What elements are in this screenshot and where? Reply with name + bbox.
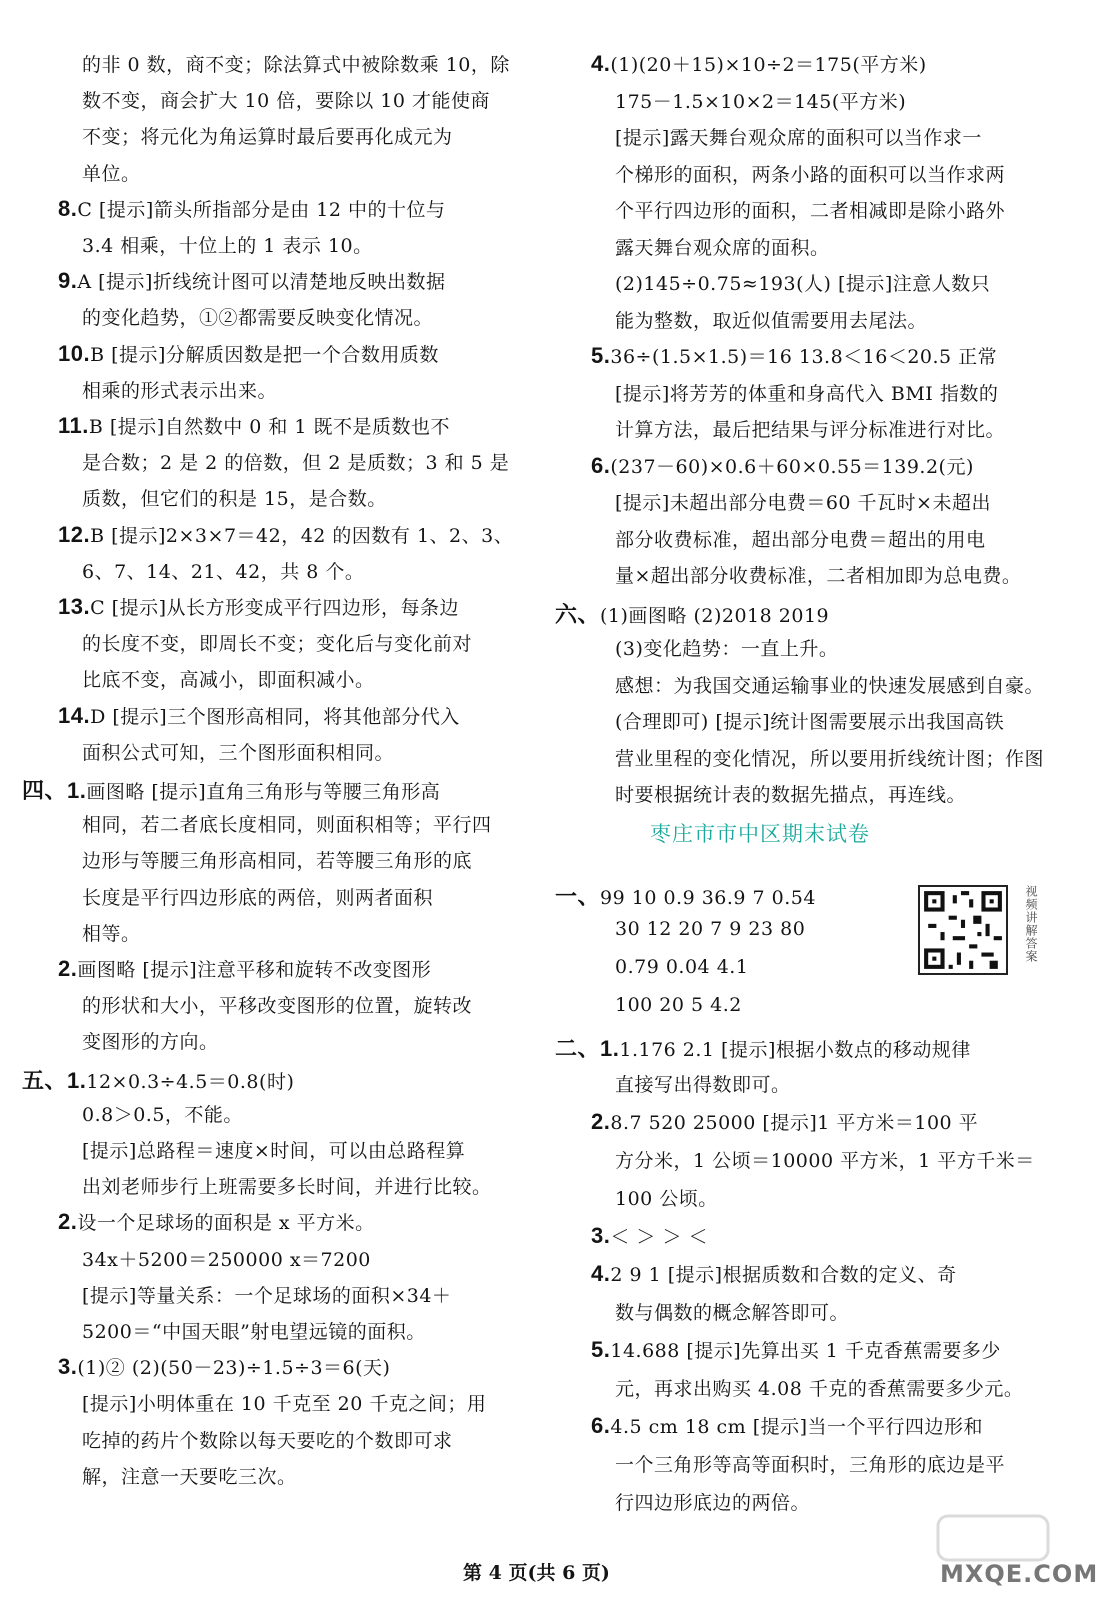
- answer-text: 的长度不变，即周长不变；变化后与变化前对: [82, 633, 473, 656]
- answer-line: [82, 159, 141, 186]
- answer-text: 相乘的形式表示出来。: [82, 379, 278, 402]
- answer-text: 个梯形的面积，两条小路的面积可以当作求两: [615, 163, 1006, 186]
- answer-line: [591, 50, 927, 77]
- question-number: 六、: [555, 601, 601, 627]
- answer-line: [82, 1462, 297, 1489]
- question-number: 6.: [591, 1413, 611, 1438]
- answer-text: 直接写出得数即可。: [615, 1074, 791, 1096]
- question-number: 8.: [58, 195, 78, 221]
- answer-text: B [提示]分解质因数是把一个合数用质数: [90, 343, 439, 366]
- answer-line: [82, 86, 490, 113]
- answer-line: [591, 1222, 708, 1249]
- answer-text: 12×0.3÷4.5＝0.8(时): [86, 1070, 295, 1093]
- answer-line: [58, 702, 460, 729]
- answer-line: [58, 195, 446, 222]
- answer-line: [555, 598, 829, 629]
- page-footer: 第 4 页(共 6 页): [463, 1562, 610, 1584]
- answer-line: [615, 671, 1044, 698]
- answer-text: 14.688 [提示]先算出买 1 千克香蕉需要多少: [610, 1340, 1001, 1362]
- answer-line: [615, 1450, 1005, 1477]
- answer-text: 设一个足球场的面积是 x 平方米。: [77, 1212, 375, 1235]
- answer-text: 个平行四边形的面积，二者相减即是除小路外: [615, 200, 1006, 222]
- answer-line: [615, 306, 927, 333]
- question-number: 一、: [555, 884, 601, 909]
- question-number: 13.: [58, 594, 91, 619]
- answer-text: 计算方法，最后把结果与评分标准进行对比。: [615, 419, 1006, 441]
- question-number: 4.: [591, 51, 611, 76]
- question-number: 9.: [58, 268, 78, 294]
- section-title: 枣庄市市中区期末试卷: [650, 822, 870, 846]
- answer-text: 感想：为我国交通运输事业的快速发展感到自豪。: [615, 674, 1045, 697]
- answer-text: ＜ ＞ ＞ ＜: [610, 1226, 708, 1248]
- answer-line: [615, 918, 805, 940]
- answer-line: [82, 738, 394, 765]
- answer-text: 的形状和大小，平移改变图形的位置，旋转改: [82, 995, 473, 1018]
- question-number: 14.: [58, 702, 91, 728]
- answer-text: 时要根据统计表的数据先描点，再连线。: [615, 784, 967, 806]
- answer-text: 量×超出部分收费标准，二者相加即为总电费。: [615, 565, 1022, 587]
- answer-line: [82, 810, 492, 837]
- question-number: 5.: [591, 343, 611, 368]
- answer-line: [615, 1374, 1023, 1401]
- answer-text: 6、7、14、21、42，共 8 个。: [82, 560, 365, 583]
- question-number: 6.: [591, 452, 611, 478]
- answer-text: 部分收费标准，超出部分电费＝超出的用电: [615, 528, 986, 551]
- answer-text: (1)画图略 (2)2018 2019: [600, 604, 830, 627]
- answer-text: 99 10 0.9 36.9 7 0.54: [600, 887, 816, 909]
- answer-text: D [提示]三个图形高相同，将其他部分代入: [90, 705, 460, 728]
- answer-line: [82, 846, 472, 873]
- answer-line: [82, 1136, 465, 1163]
- answer-text: (合理即可) [提示]统计图需要展示出我国高铁: [615, 711, 1005, 733]
- answer-text: [提示]总路程＝速度×时间，可以由总路程算: [82, 1140, 466, 1162]
- answer-text: 数与偶数的概念解答即可。: [615, 1302, 850, 1324]
- answer-line: [82, 1317, 426, 1344]
- answer-line: [615, 233, 830, 260]
- answer-line: [615, 488, 991, 515]
- answer-text: 的变化趋势，①②都需要反映变化情况。: [82, 307, 434, 330]
- answer-line: [615, 1184, 718, 1211]
- answer-text: 长度是平行四边形底的两倍，则两者面积: [82, 886, 434, 909]
- answer-line: [615, 561, 1021, 588]
- question-number: 2.: [591, 1109, 611, 1134]
- answer-line: [615, 1070, 791, 1097]
- answer-text: (3)变化趋势：一直上升。: [615, 638, 839, 660]
- answer-line: [82, 484, 387, 511]
- qr-label: 视频讲解答案: [1024, 885, 1038, 963]
- answer-line: [82, 1100, 243, 1127]
- answer-text: 3.4 相乘，十位上的 1 表示 10。: [82, 235, 373, 257]
- answer-text: 方分米，1 公顷＝10000 平方米，1 平方千米＝: [615, 1150, 1035, 1172]
- answer-text: 175－1.5×10×2＝145(平方米): [615, 90, 907, 113]
- answer-text: 边形与等腰三角形高相同，若等腰三角形的底: [82, 850, 473, 873]
- answer-line: [615, 379, 998, 406]
- answer-line: [82, 1281, 451, 1308]
- answer-line: [82, 1245, 371, 1272]
- answer-line: [22, 1064, 294, 1095]
- answer-text: 营业里程的变化情况，所以要用折线统计图；作图: [615, 747, 1045, 770]
- answer-line: [82, 1172, 492, 1199]
- answer-line: [615, 269, 990, 296]
- answer-text: 行四边形底边的两倍。: [615, 1492, 811, 1514]
- answer-line: [82, 991, 472, 1018]
- answer-text: C [提示]箭头所指部分是由 12 中的十位与: [77, 198, 446, 221]
- answer-line: [591, 1260, 957, 1287]
- answer-text: [提示]小明体重在 10 千克至 20 千克之间；用: [82, 1393, 487, 1416]
- answer-text: B [提示]2×3×7＝42，42 的因数有 1、2、3、: [90, 524, 514, 547]
- answer-line: [58, 1208, 375, 1235]
- answer-text: 吃掉的药片个数除以每天要吃的个数即可求: [82, 1429, 453, 1452]
- answer-line: [615, 956, 748, 978]
- answer-text: 5200＝“中国天眼”射电望远镜的面积。: [82, 1321, 426, 1343]
- answer-line: [615, 634, 838, 661]
- answer-line: [591, 1412, 983, 1439]
- answer-text: A [提示]折线统计图可以清楚地反映出数据: [77, 271, 446, 294]
- answer-line: [615, 994, 742, 1016]
- answer-text: 相等。: [82, 922, 141, 945]
- answer-line: [58, 412, 450, 439]
- answer-text: 8.7 520 25000 [提示]1 平方米＝100 平: [610, 1112, 979, 1134]
- answer-text: 相同，若二者底长度相同，则面积相等；平行四: [82, 814, 492, 837]
- answer-text: 面积公式可知，三个图形面积相同。: [82, 741, 395, 764]
- answer-line: [591, 342, 997, 369]
- answer-line: [555, 1032, 971, 1063]
- question-number: 4.: [591, 1261, 611, 1286]
- answer-text: 变图形的方向。: [82, 1031, 219, 1054]
- qr-code-icon[interactable]: [918, 885, 1008, 975]
- answer-text: 不变；将元化为角运算时最后要再化成元为: [82, 126, 453, 149]
- answer-text: 数不变，商会扩大 10 倍，要除以 10 才能使商: [82, 90, 491, 113]
- answer-line: [82, 50, 510, 77]
- answer-text: 出刘老师步行上班需要多长时间，并进行比较。: [82, 1176, 492, 1199]
- answer-line: [58, 593, 459, 620]
- answer-text: 露天舞台观众席的面积。: [615, 236, 830, 259]
- answer-text: 单位。: [82, 162, 141, 185]
- answer-line: [615, 87, 906, 114]
- question-number: 2.: [58, 956, 78, 981]
- answer-line: [615, 744, 1044, 771]
- question-number: 2.: [58, 1209, 78, 1235]
- answer-line: [22, 774, 440, 805]
- question-number: 3.: [58, 1354, 78, 1380]
- answer-text: C [提示]从长方形变成平行四边形，每条边: [90, 597, 459, 619]
- question-number: 四、1.: [22, 778, 87, 803]
- answer-text: 1.176 2.1 [提示]根据小数点的移动规律: [619, 1039, 971, 1061]
- question-number: 五、1.: [22, 1067, 87, 1093]
- answer-line: [591, 452, 974, 479]
- answer-text: 100 20 5 4.2: [615, 994, 742, 1016]
- answer-text: 4.5 cm 18 cm [提示]当一个平行四边形和: [610, 1416, 984, 1438]
- answer-line: [82, 919, 141, 946]
- answer-text: 34x＋5200＝250000 x＝7200: [82, 1248, 371, 1271]
- answer-line: [82, 303, 433, 330]
- answer-line: [82, 1389, 486, 1416]
- answer-text: [提示]未超出部分电费＝60 千瓦时×未超出: [615, 492, 991, 514]
- answer-line: [615, 1146, 1035, 1173]
- answer-text: 36÷(1.5×1.5)＝16 13.8＜16＜20.5 正常: [610, 346, 998, 368]
- answer-line: [615, 123, 982, 150]
- answer-text: B [提示]自然数中 0 和 1 既不是质数也不: [88, 416, 451, 438]
- answer-text: 100 公顷。: [615, 1188, 718, 1210]
- answer-text: 2 9 1 [提示]根据质数和合数的定义、奇: [610, 1264, 957, 1286]
- answer-line: [555, 880, 816, 911]
- answer-text: 解，注意一天要吃三次。: [82, 1465, 297, 1488]
- answer-line: [615, 780, 966, 807]
- answer-line: [58, 1353, 390, 1380]
- answer-line: [58, 340, 439, 367]
- answer-line: [615, 1298, 849, 1325]
- answer-text: (1)② (2)(50－23)÷1.5÷3＝6(天): [77, 1357, 391, 1380]
- watermark-text: MXQE.COM: [940, 1560, 1098, 1588]
- answer-line: [615, 160, 1005, 187]
- answer-line: [82, 665, 375, 692]
- answer-line: [82, 376, 277, 403]
- answer-line: [615, 707, 1004, 734]
- question-number: 二、1.: [555, 1036, 620, 1061]
- answer-line: [591, 1108, 978, 1135]
- answer-line: [591, 1336, 1001, 1363]
- answer-line: [58, 521, 513, 548]
- answer-text: (2)145÷0.75≈193(人) [提示]注意人数只: [615, 273, 991, 295]
- answer-text: 质数，但它们的积是 15，是合数。: [82, 488, 387, 511]
- answer-line: [82, 122, 453, 149]
- answer-line: [58, 267, 445, 294]
- answer-text: 0.8＞0.5，不能。: [82, 1103, 243, 1126]
- answer-text: 的非 0 数，商不变；除法算式中被除数乘 10，除: [82, 54, 510, 76]
- answer-text: 能为整数，取近似值需要用去尾法。: [615, 309, 928, 332]
- answer-text: [提示]等量关系：一个足球场的面积×34＋: [82, 1284, 452, 1307]
- answer-text: 0.79 0.04 4.1: [615, 956, 749, 978]
- question-number: 10.: [58, 340, 91, 366]
- answer-line: [82, 1426, 453, 1453]
- answer-text: [提示]露天舞台观众席的面积可以当作求一: [615, 127, 982, 149]
- answer-line: [615, 1488, 810, 1515]
- answer-line: [82, 231, 373, 258]
- answer-line: [615, 196, 1005, 223]
- answer-text: 是合数；2 是 2 的倍数，但 2 是质数；3 和 5 是: [82, 452, 510, 475]
- answer-text: 30 12 20 7 9 23 80: [615, 918, 806, 940]
- answer-line: [58, 955, 431, 982]
- answer-text: 画图略 [提示]注意平移和旋转不改变图形: [77, 959, 432, 981]
- answer-line: [82, 1027, 219, 1054]
- answer-line: [615, 525, 986, 552]
- answer-line: [615, 415, 1005, 442]
- answer-line: [82, 448, 509, 475]
- answer-text: 元，再求出购买 4.08 千克的香蕉需要多少元。: [615, 1378, 1024, 1400]
- answer-text: (237－60)×0.6＋60×0.55＝139.2(元): [610, 455, 974, 478]
- question-number: 5.: [591, 1337, 611, 1362]
- answer-text: (1)(20＋15)×10÷2＝175(平方米): [610, 54, 927, 76]
- answer-line: [82, 629, 472, 656]
- answer-text: 画图略 [提示]直角三角形与等腰三角形高: [86, 781, 441, 803]
- answer-line: [82, 883, 433, 910]
- answer-text: 比底不变，高减小，即面积减小。: [82, 669, 375, 692]
- question-number: 11.: [58, 413, 89, 438]
- answer-text: [提示]将芳芳的体重和身高代入 BMI 指数的: [615, 382, 999, 405]
- question-number: 3.: [591, 1223, 611, 1248]
- question-number: 12.: [58, 521, 91, 547]
- answer-text: 一个三角形等高等面积时，三角形的底边是平: [615, 1454, 1006, 1476]
- answer-line: [82, 557, 364, 584]
